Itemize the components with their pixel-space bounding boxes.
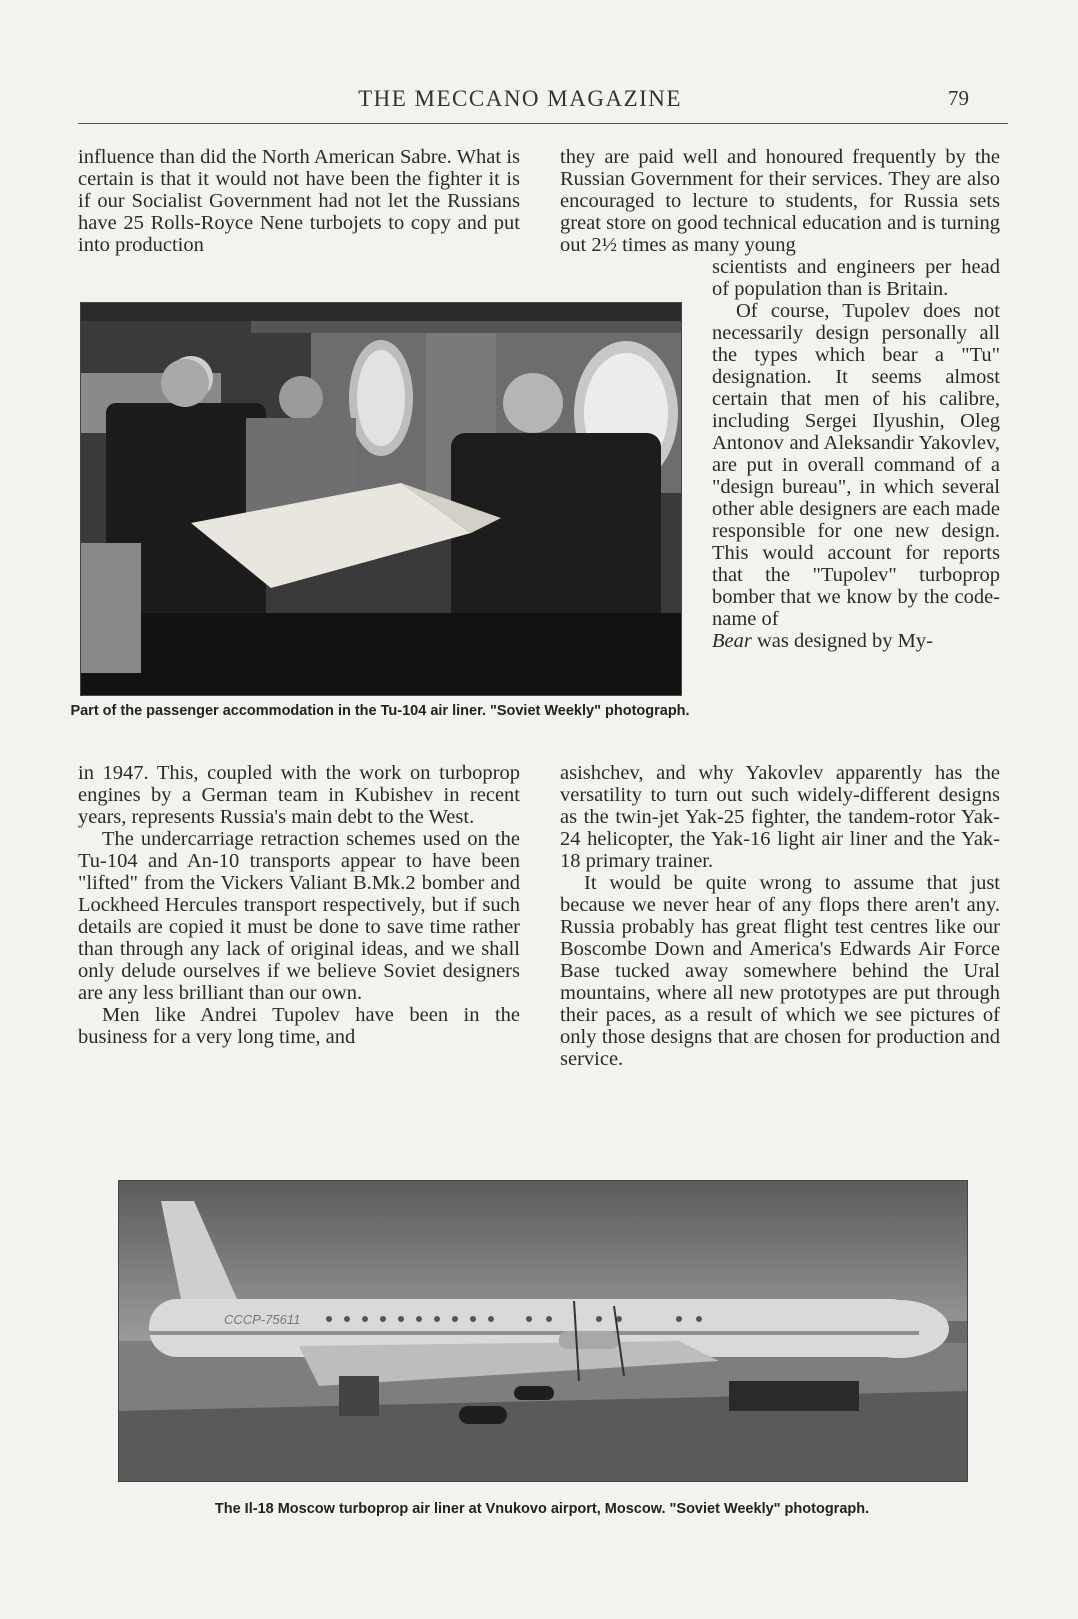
right-column-top	[560, 146, 1000, 256]
cabin-photo-caption: Part of the passenger accommodation in the Tu-104 air liner. "Soviet Weekly" photograph.	[70, 703, 690, 719]
paragraph: Of course, Tupolev does not necessarily design personally all the types which bear a "Tu" designation. It seems almost certain that men of his calibre, including Sergei Ilyushin, Oleg Antonov and Aleksandir Yakovlev, are put in overall command of a "design bureau", in which several other able designers are each made responsible for one new design. This would account for reports that the "Tupolev" turboprop bomber that we know by the code-name of	[712, 300, 1000, 630]
left-column-top	[78, 146, 520, 256]
paragraph: influence than did the North American Sabre. What is certain is that it would not have been the fighter it is if our Socialist Government had not let the Russians have 25 Rolls-Royce Nene turbojets to copy and put into production	[78, 146, 520, 256]
header-rule	[78, 123, 1008, 124]
paragraph: It would be quite wrong to assume that just because we never hear of any flops there aren't any. Russia probably has great flight test centres like our Boscombe Down and America's Edwards Air Force Base tucked away somewhere behind the Ural mountains, where all new prototypes are put through their paces, as a result of which we see pictures of only those designs that are chosen for production and service.	[560, 872, 1000, 1070]
paragraph: The undercarriage retraction schemes used on the Tu-104 and An-10 transports appear to have been "lifted" from the Vickers Valiant B.Mk.2 bomber and Lockheed Hercules transport respectively, but if such details are copied it must be done to save time rather than through any lack of original ideas, and we shall only delude ourselves if we believe Soviet designers are any less brilliant than our own.	[78, 828, 520, 1004]
code-name-bear: Bear	[712, 630, 752, 652]
magazine-title: THE MECCANO MAGAZINE	[358, 86, 682, 111]
left-column-bottom	[78, 762, 520, 1048]
aircraft-registration: CCCP-75611	[224, 1312, 301, 1327]
airliner-photo-image	[119, 1181, 967, 1481]
paragraph: in 1947. This, coupled with the work on turboprop engines by a German team in Kubishev in recent years, represents Russia's main debt to the West.	[78, 762, 520, 828]
paragraph-continued: was designed by My-	[751, 630, 933, 652]
page-number: 79	[948, 86, 969, 110]
airliner-photo	[118, 1180, 968, 1482]
cabin-photo-image	[81, 303, 681, 695]
right-column-narrow	[712, 256, 1000, 652]
paragraph	[712, 630, 1000, 652]
airliner-photo-caption: The Il-18 Moscow turboprop air liner at Vnukovo airport, Moscow. "Soviet Weekly" photograph.	[214, 1501, 870, 1517]
paragraph: Men like Andrei Tupolev have been in the business for a very long time, and	[78, 1004, 520, 1048]
paragraph: they are paid well and honoured frequently by the Russian Government for their services. They are also encouraged to lecture to students, for Russia sets great store on good technical education and is turning out 2½ times as many young	[560, 146, 1000, 256]
paragraph: scientists and engineers per head of population than is Britain.	[712, 256, 1000, 300]
paragraph: asishchev, and why Yakovlev apparently has the versatility to turn out such widely-different designs as the twin-jet Yak-25 fighter, the tandem-rotor Yak-24 helicopter, the Yak-16 light air liner and the Yak-18 primary trainer.	[560, 762, 1000, 872]
cabin-photo	[80, 302, 682, 696]
right-column-bottom	[560, 762, 1000, 1070]
